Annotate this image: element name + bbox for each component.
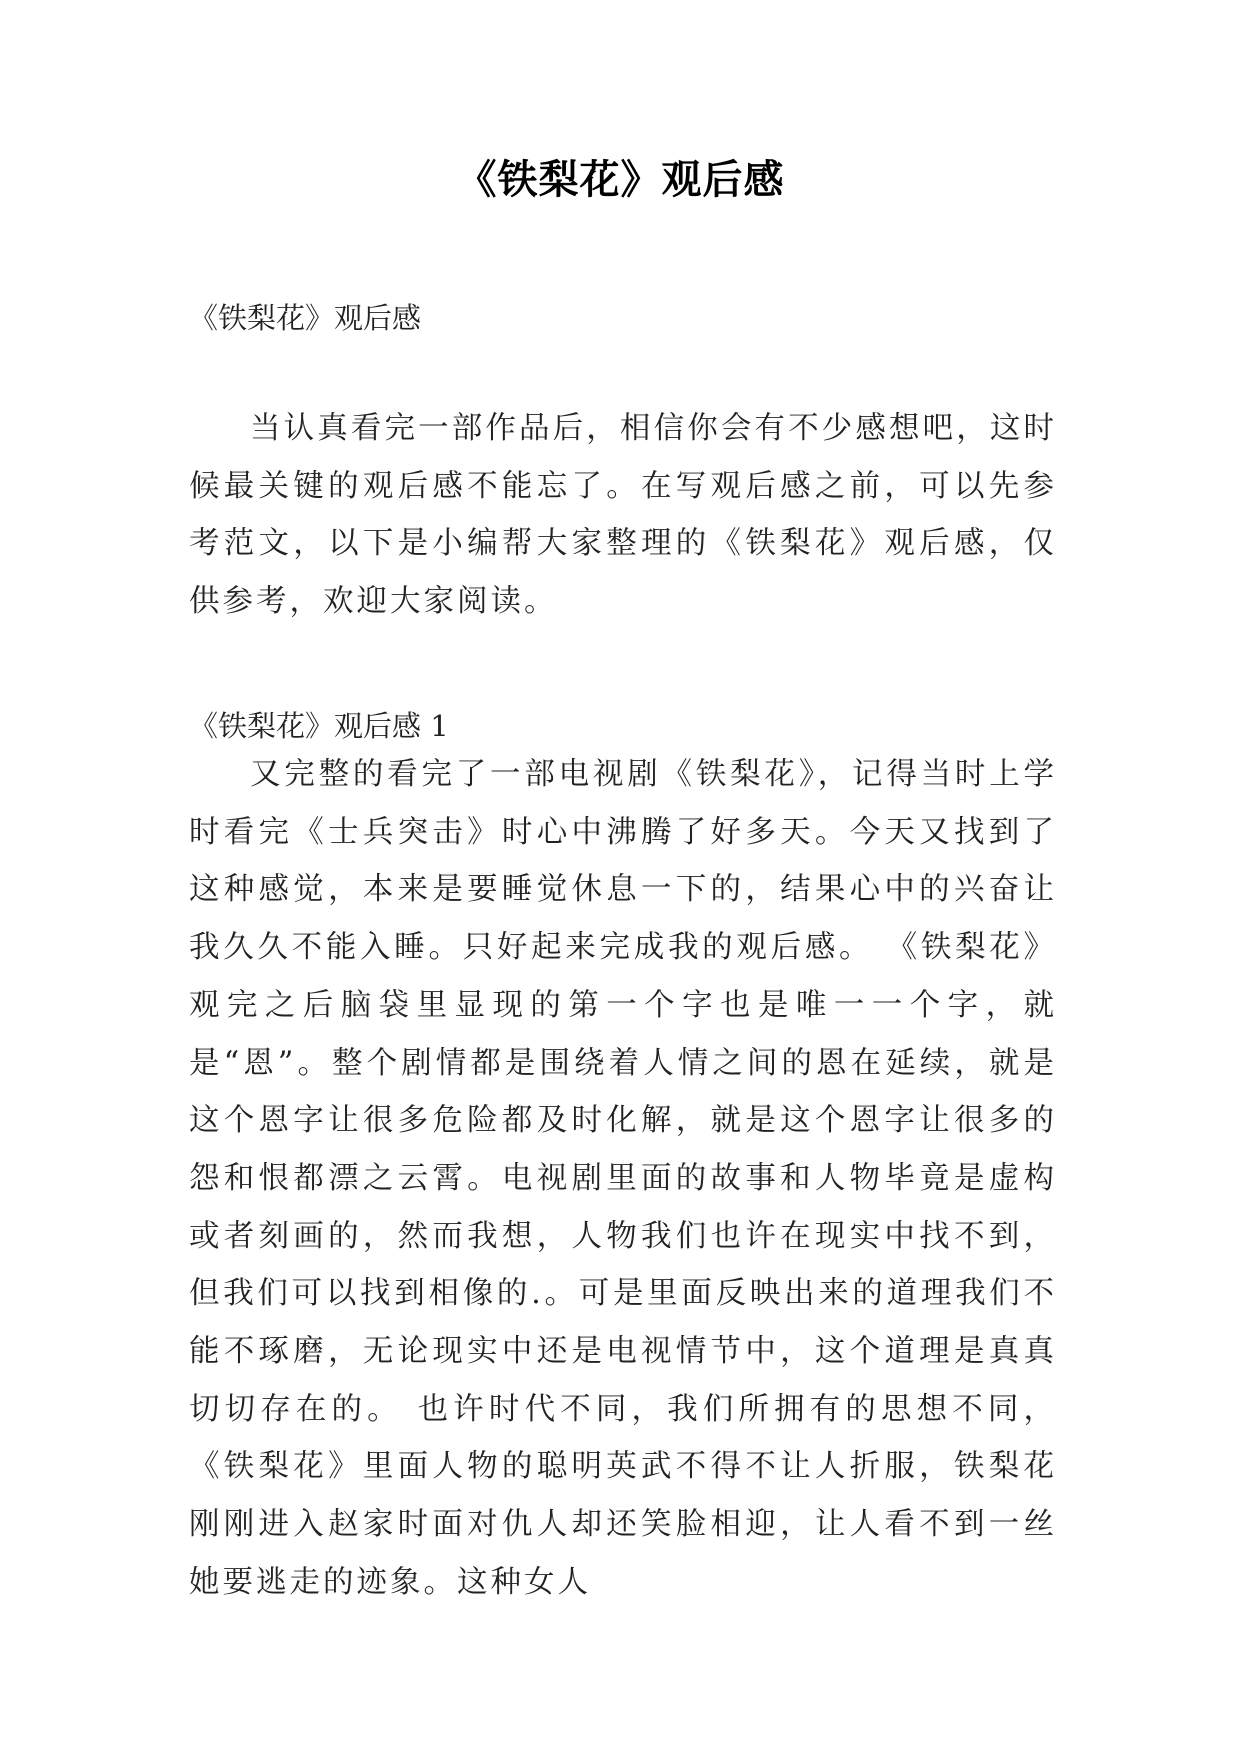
section-heading: 《铁梨花》观后感 1 [189,709,449,743]
section-paragraph: 又完整的看完了一部电视剧《铁梨花》，记得当时上学时看完《士兵突击》时心中沸腾了好多天。今天又找到了这种感觉，本来是要睡觉休息一下的，结果心中的兴奋让我久久不能入睡。只好起来完成我的观后感。 《铁梨花》观完之后脑袋里显现的第一个字也是唯一一个字，就是“恩”。整个剧情都是围绕着人情之间的恩在延续，就是这个恩字让很多危险都及时化解，就是这个恩字让很多的怨和恨都漂之云霄。电视剧里面的故事和人物毕竟是虚构或者刻画的，然而我想，人物我们也许在现实中找不到，但我们可以找到相像的.。可是里面反映出来的道理我们不能不琢磨，无论现实中还是电视情节中，这个道理是真真切切存在的。 也许时代不同，我们所拥有的思想不同，《铁梨花》里面人物的聪明英武不得不让人折服，铁梨花刚刚进入赵家时面对仇人却还笑脸相迎，让人看不到一丝她要逃走的迹象。这种女人 [189,757,1057,1600]
intro-paragraph: 当认真看完一部作品后，相信你会有不少感想吧，这时候最关键的观后感不能忘了。在写观后感之前，可以先参考范文，以下是小编帮大家整理的《铁梨花》观后感，仅供参考，欢迎大家阅读。 [189,411,1057,620]
document-subtitle: 《铁梨花》观后感 [189,301,422,335]
document-title: 《铁梨花》观后感 [456,157,785,203]
